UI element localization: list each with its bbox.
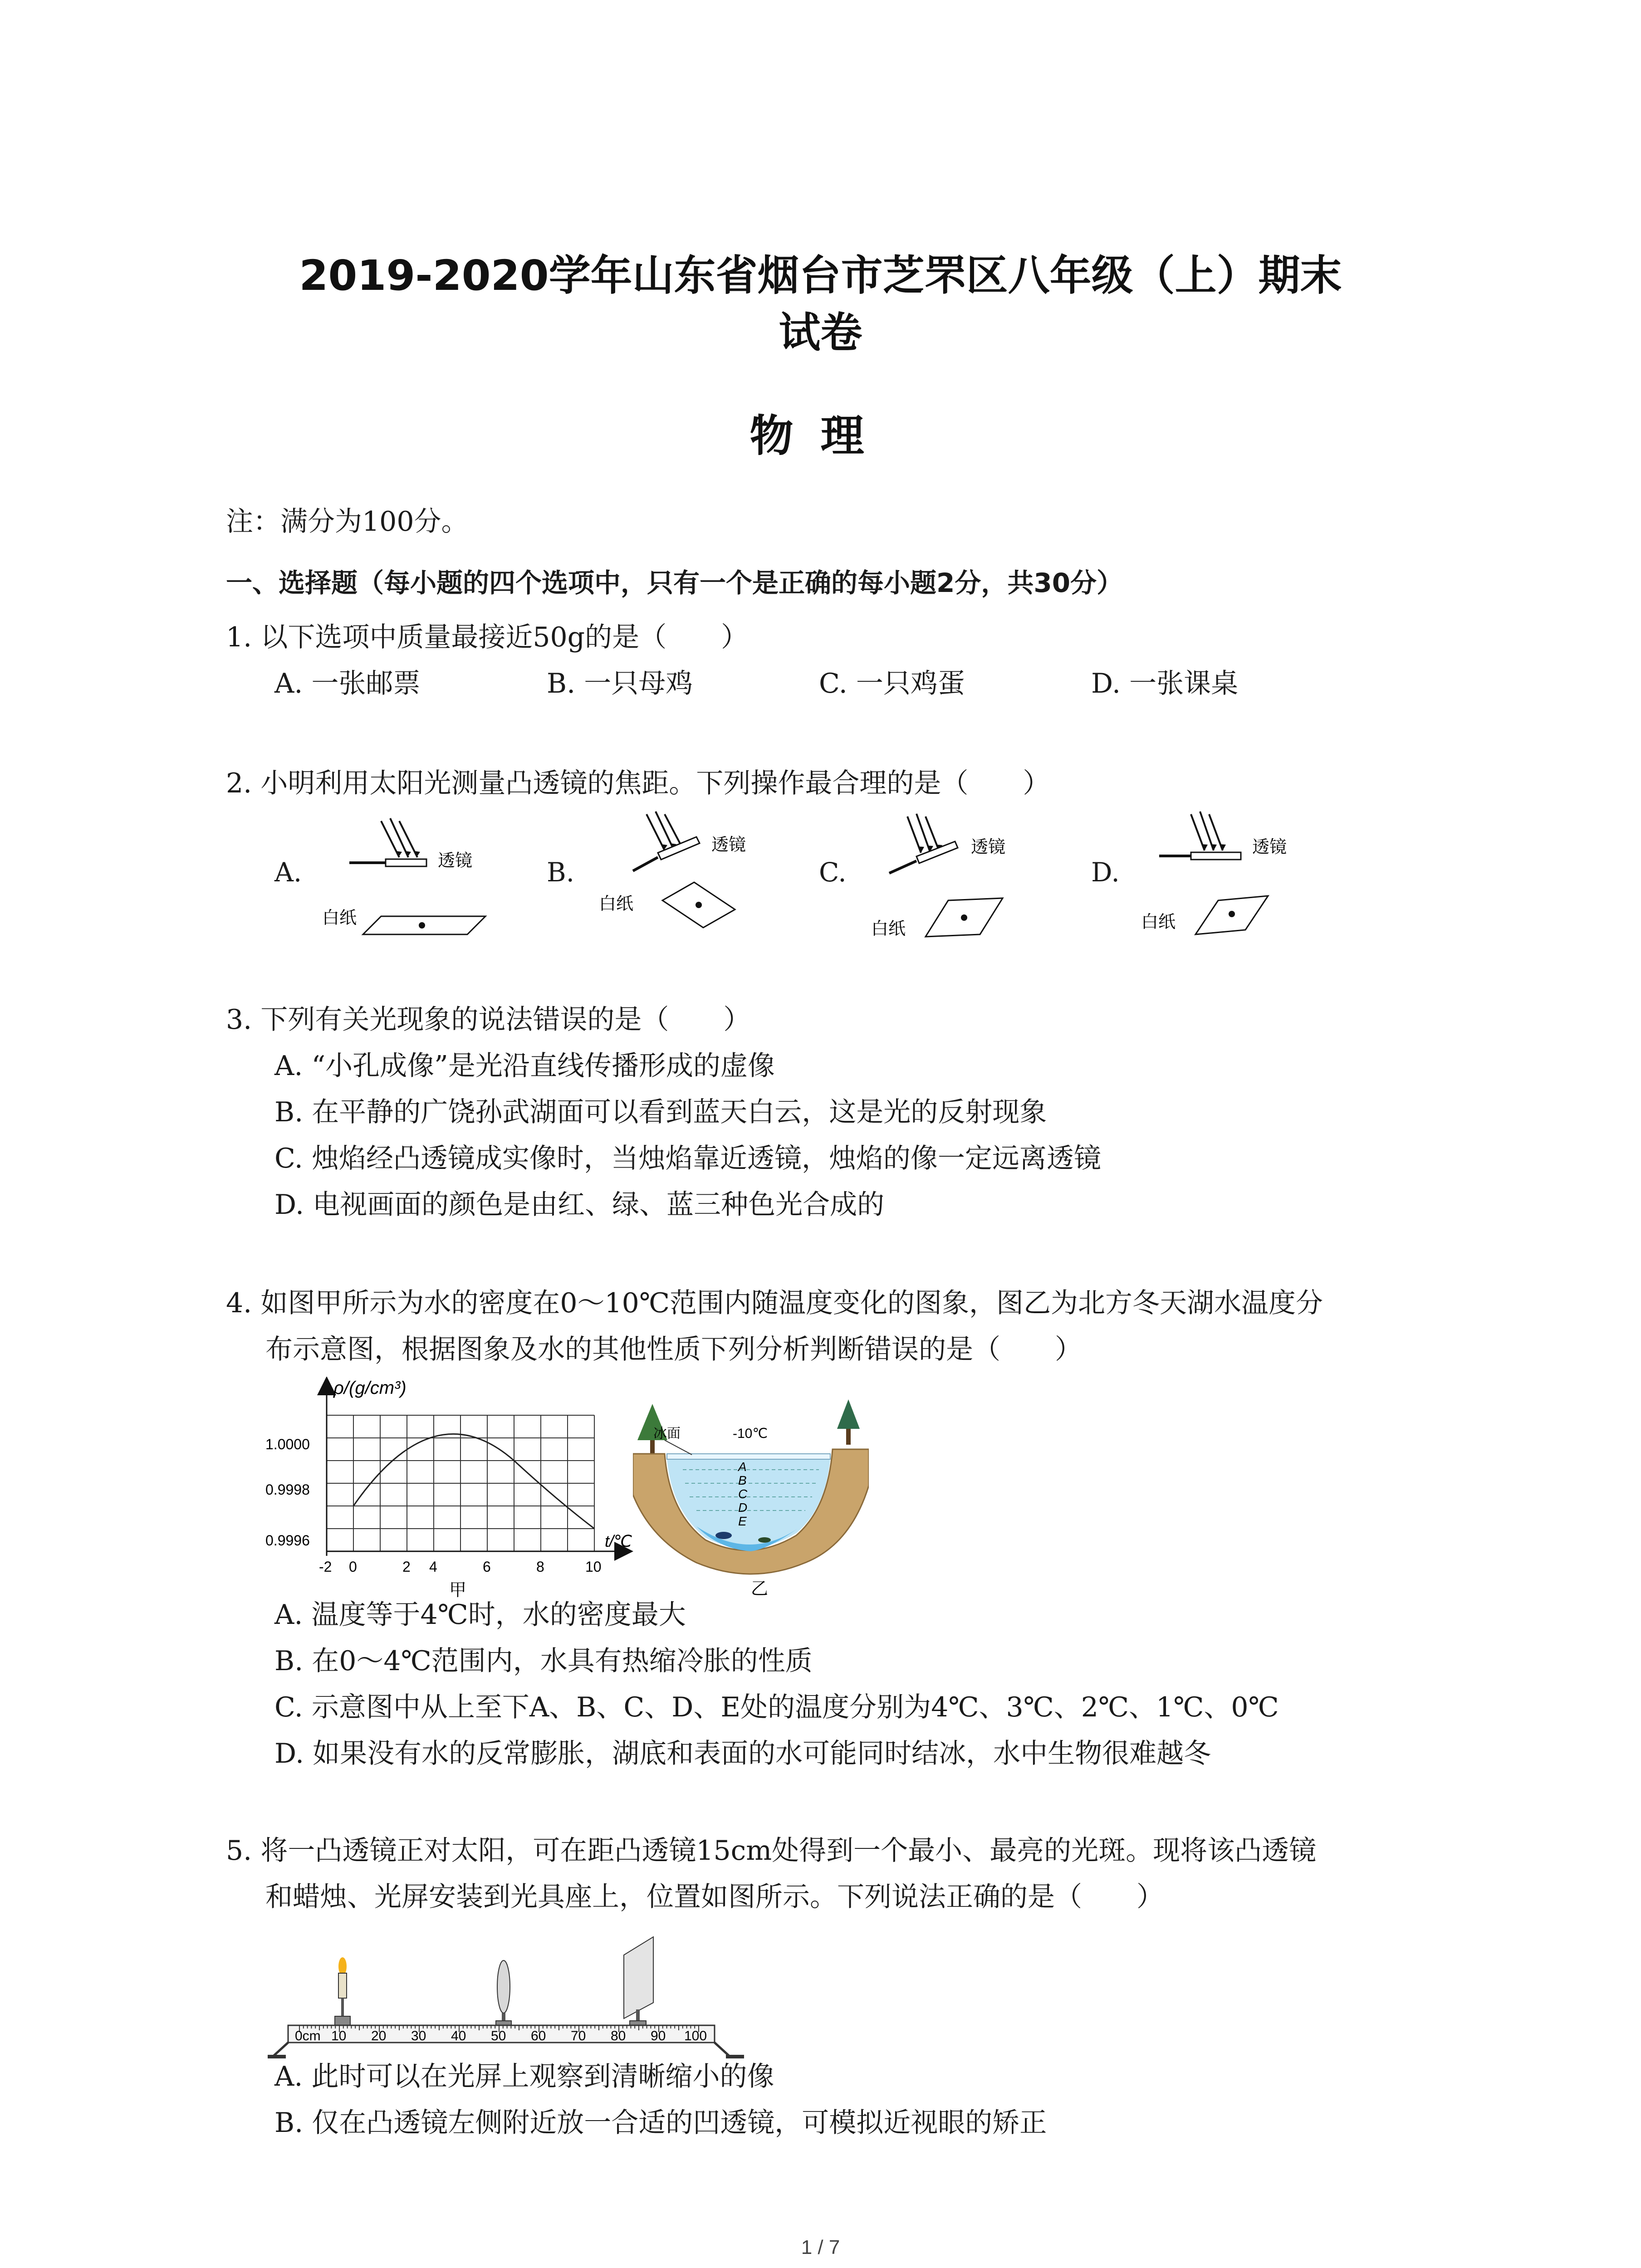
q4-lake-point-b: B <box>738 1473 747 1487</box>
q4-xtick-4: 4 <box>429 1559 437 1575</box>
q4-xtick-6: 8 <box>536 1559 544 1575</box>
subject-heading: 物理 <box>749 411 892 461</box>
q4-lake-surface-label: 冰面 <box>653 1426 681 1441</box>
q4-option-b: B. 在0～4℃范围内，水具有热缩冷胀的性质 <box>274 1645 813 1677</box>
q4-xtick-2: 0 <box>349 1559 357 1575</box>
q2-a-paper-label: 白纸 <box>322 909 357 928</box>
q5-option-b: B. 仅在凸透镜左侧附近放一合适的凹透镜，可模拟近视眼的矫正 <box>274 2107 1047 2139</box>
ruler-label-70: 70 <box>571 2028 586 2043</box>
q4-stem-line1: 4. 如图甲所示为水的密度在0～10℃范围内随温度变化的图象，图乙为北方冬天湖水温度分 <box>226 1287 1323 1319</box>
q4-xtick-1: -2 <box>319 1559 332 1575</box>
q4-option-a: A. 温度等于4℃时，水的密度最大 <box>274 1599 686 1631</box>
q5-stem-line2: 和蜡烛、光屏安装到光具座上，位置如图所示。下列说法正确的是（ ） <box>265 1881 1164 1913</box>
section-heading: 一、选择题（每小题的四个选项中，只有一个是正确的每小题2分，共30分） <box>226 567 1123 598</box>
fish-icon <box>758 1537 771 1543</box>
q4-ytick-3: 0.9996 <box>265 1532 310 1549</box>
q4-lake-temp-label: -10℃ <box>733 1426 768 1441</box>
q2-c-lens-label: 透镜 <box>971 838 1006 857</box>
fish-icon <box>715 1532 732 1539</box>
score-note: 注：满分为100分。 <box>226 506 469 538</box>
q4-lake-point-c: C <box>738 1487 748 1501</box>
q2-figure-c <box>867 807 1057 948</box>
q4-xtick-5: 6 <box>483 1559 491 1575</box>
q4-y-axis-label: ρ/(g/cm³) <box>333 1378 407 1398</box>
q1-stem: 1. 以下选项中质量最接近50g的是（ ） <box>226 621 749 653</box>
q4-xtick-7: 10 <box>585 1559 602 1575</box>
q4-ytick-2: 0.9998 <box>265 1481 310 1498</box>
q4-ytick-1: 1.0000 <box>265 1436 310 1452</box>
q3-stem: 3. 下列有关光现象的说法错误的是（ ） <box>226 1004 751 1036</box>
ruler-label-0: 0cm <box>295 2028 321 2043</box>
q1-option-c: C. 一只鸡蛋 <box>819 668 965 699</box>
q4-lake-point-d: D <box>738 1501 748 1515</box>
q4-option-c: C. 示意图中从上至下A、B、C、D、E处的温度分别为4℃、3℃、2℃、1℃、0℃ <box>274 1691 1279 1723</box>
ruler-label-100: 100 <box>684 2028 707 2043</box>
q2-figure-a <box>313 812 504 948</box>
q2-d-paper-label: 白纸 <box>1141 913 1176 932</box>
q2-c-paper-label: 白纸 <box>871 919 906 938</box>
lens-icon <box>497 1960 510 2023</box>
q4-x-axis-label: t/℃ <box>605 1532 632 1550</box>
page-title-line2: 试卷 <box>779 308 862 357</box>
q4-option-d: D. 如果没有水的反常膨胀，湖底和表面的水可能同时结冰，水中生物很难越冬 <box>274 1738 1211 1769</box>
ruler-label-90: 90 <box>651 2028 666 2043</box>
q2-a-lens-label: 透镜 <box>438 851 473 870</box>
candle-icon <box>338 1957 347 2019</box>
ruler-label-60: 60 <box>531 2028 546 2043</box>
q3-option-c: C. 烛焰经凸透镜成实像时，当烛焰靠近透镜，烛焰的像一定远离透镜 <box>274 1143 1101 1174</box>
q3-option-a: A. “小孔成像”是光沿直线传播形成的虚像 <box>274 1050 775 1082</box>
q4-lake-point-a: A <box>738 1460 747 1474</box>
q2-option-d: D. <box>1091 857 1120 888</box>
q1-option-b: B. 一只母鸡 <box>547 668 693 699</box>
ruler-label-10: 10 <box>331 2028 347 2043</box>
q4-lake-diagram <box>633 1395 869 1599</box>
q2-option-c: C. <box>819 857 847 888</box>
q4-stem-line2: 布示意图，根据图象及水的其他性质下列分析判断错误的是（ ） <box>265 1334 1082 1365</box>
q2-option-a: A. <box>274 857 302 888</box>
q2-b-lens-label: 透镜 <box>711 836 746 855</box>
q4-fig-jia: 甲 <box>449 1581 467 1599</box>
q3-option-d: D. 电视画面的颜色是由红、绿、蓝三种色光合成的 <box>274 1189 885 1221</box>
ruler-label-20: 20 <box>371 2028 387 2043</box>
q2-d-lens-label: 透镜 <box>1252 838 1287 857</box>
ruler-label-40: 40 <box>451 2028 466 2043</box>
light-screen-icon <box>624 1937 653 2023</box>
q2-figure-b <box>590 805 780 941</box>
page-title: 2019-2020学年山东省烟台市芝罘区八年级（上）期末 <box>299 251 1342 300</box>
q1-option-a: A. 一张邮票 <box>274 668 421 699</box>
q1-option-d: D. 一张课桌 <box>1091 668 1239 699</box>
page-number: 1 / 7 <box>801 2236 840 2258</box>
q4-lake-point-e: E <box>738 1514 747 1528</box>
q5-option-a: A. 此时可以在光屏上观察到清晰缩小的像 <box>274 2061 774 2092</box>
q5-stem-line1: 5. 将一凸透镜正对太阳，可在距凸透镜15cm处得到一个最小、最亮的光斑。现将该凸透镜 <box>226 1835 1317 1867</box>
ruler-label-50: 50 <box>491 2028 506 2043</box>
ruler-label-80: 80 <box>611 2028 626 2043</box>
q4-xtick-3: 2 <box>402 1559 411 1575</box>
ruler-label-30: 30 <box>411 2028 426 2043</box>
q2-b-paper-label: 白纸 <box>599 894 634 914</box>
q4-fig-yi: 乙 <box>751 1579 769 1598</box>
q4-density-graph <box>265 1377 656 1599</box>
q3-option-b: B. 在平静的广饶孙武湖面可以看到蓝天白云，这是光的反射现象 <box>274 1096 1047 1128</box>
q5-optical-bench <box>263 1928 753 2059</box>
q2-option-b: B. <box>547 857 575 888</box>
q2-figure-d <box>1141 805 1332 946</box>
q2-stem: 2. 小明利用太阳光测量凸透镜的焦距。下列操作最合理的是（ ） <box>226 767 1050 799</box>
